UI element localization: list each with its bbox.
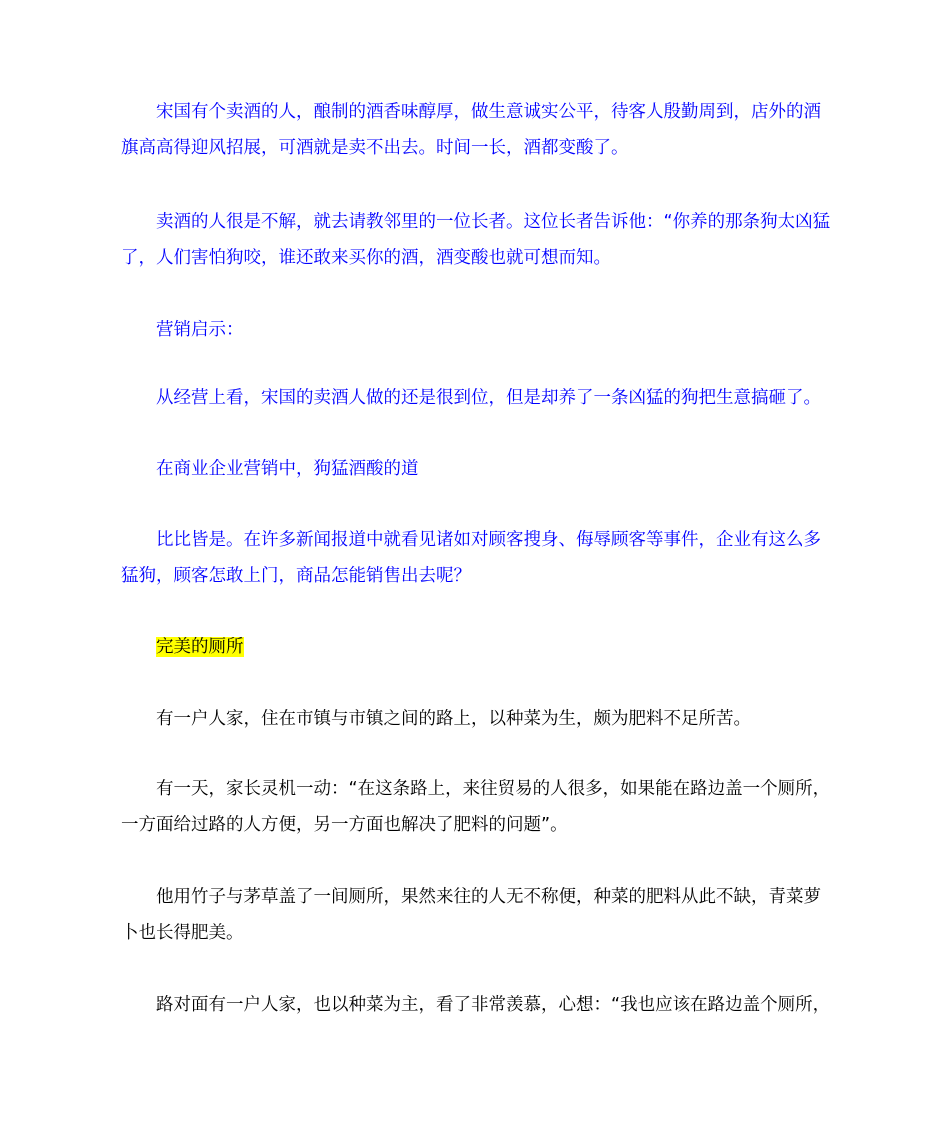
paragraph-1: 宋国有个卖酒的人，酿制的酒香味醇厚，做生意诚实公平，待客人殷勤周到，店外的酒旗高高得迎风招展，可酒就是卖不出去。时间一长，酒都变酸了。 [121,102,821,158]
paragraph-5: 在商业企业营销中，狗猛酒酸的道 [156,459,419,479]
paragraph-11: 路对面有一户人家，也以种菜为主，看了非常羡慕，心想：“我也应该在路边盖个厕所， [156,995,831,1015]
paragraph-2: 卖酒的人很是不解，就去请教邻里的一位长者。这位长者告诉他：“你养的那条狗太凶猛了，人们害怕狗咬，谁还敢来买你的酒，酒变酸也就可想而知。 [121,212,831,268]
paragraph-8: 有一户人家，住在市镇与市镇之间的路上，以种菜为生，颇为肥料不足所苦。 [156,709,751,729]
paragraph-heading-marketing-insight: 营销启示： [156,320,244,340]
section-title [121,629,831,665]
paragraph-6: 比比皆是。在许多新闻报道中就看见诸如对顾客搜身、侮辱顾客等事件，企业有这么多猛狗，顾客怎敢上门，商品怎能销售出去呢？ [121,530,821,586]
section-title-text: 完美的厕所 [156,637,244,657]
paragraph-10: 他用竹子与茅草盖了一间厕所，果然来往的人无不称便，种菜的肥料从此不缺，青菜萝卜也长得肥美。 [121,887,821,943]
paragraph-9: 有一天，家长灵机一动：“在这条路上，来往贸易的人很多，如果能在路边盖一个厕所，一方面给过路的人方便，另一方面也解决了肥料的问题”。 [121,779,831,835]
paragraph-4: 从经营上看，宋国的卖酒人做的还是很到位，但是却养了一条凶猛的狗把生意搞砸了。 [156,388,821,408]
